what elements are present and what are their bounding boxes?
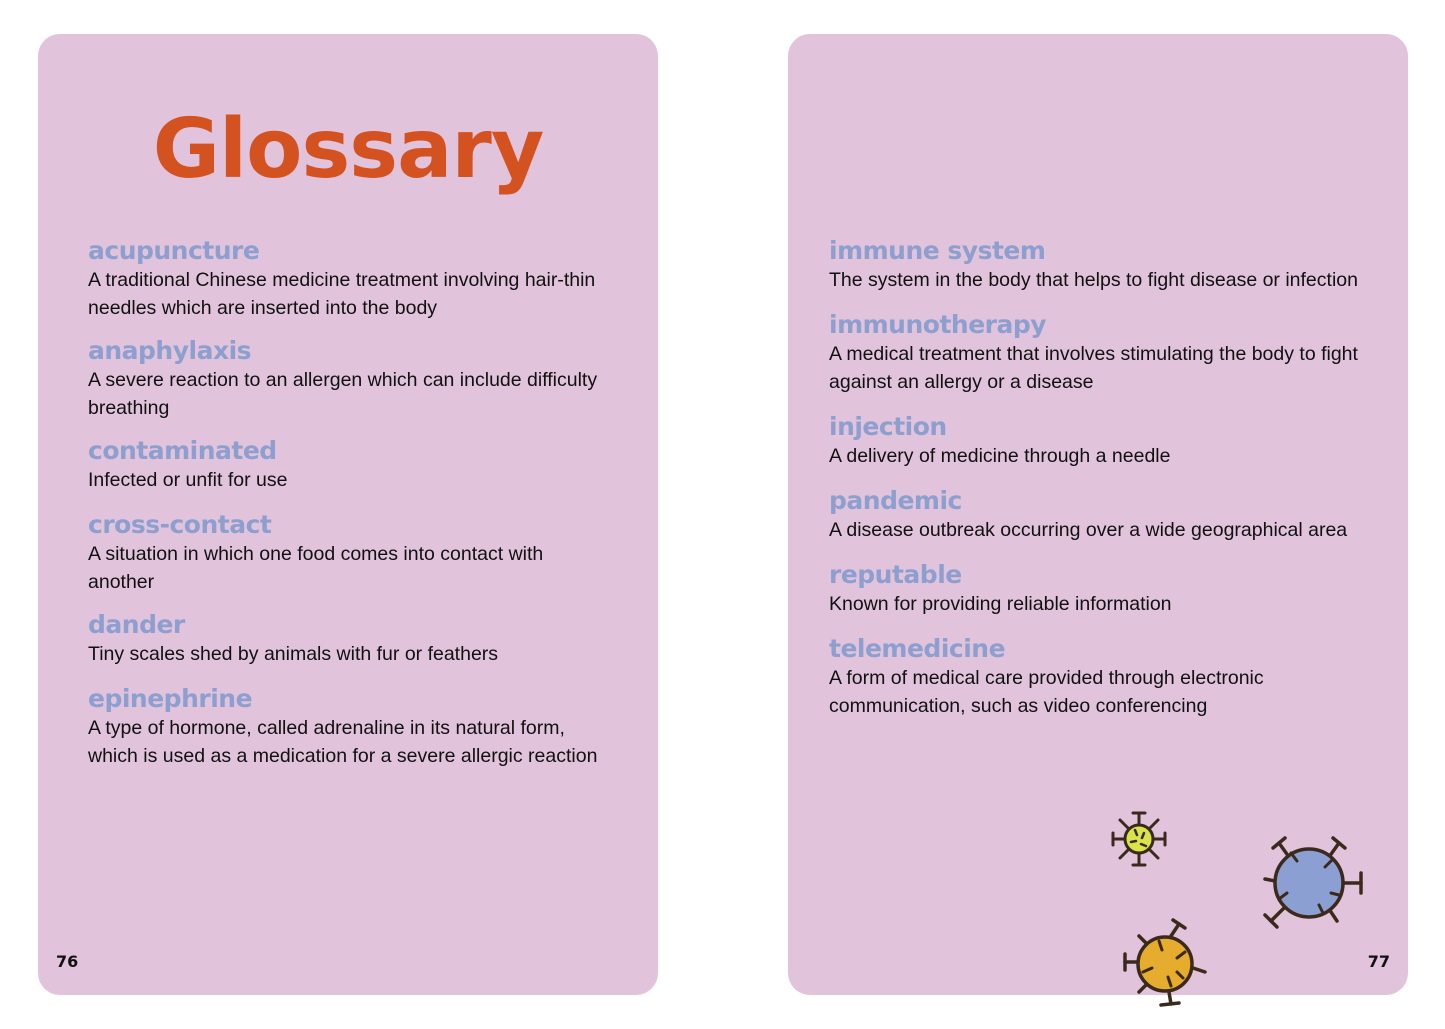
glossary-list-left xyxy=(88,236,608,770)
glossary-term: dander xyxy=(88,610,185,639)
glossary-definition: A disease outbreak occurring over a wide geographical area xyxy=(829,519,1348,541)
glossary-term: pandemic xyxy=(829,486,962,515)
glossary-term: immunotherapy xyxy=(829,310,1047,339)
glossary-term: epinephrine xyxy=(88,684,253,713)
glossary-term: telemedicine xyxy=(829,634,1006,663)
glossary-entry xyxy=(829,310,1369,396)
virus-icon xyxy=(1246,820,1372,946)
glossary-term: reputable xyxy=(829,560,962,589)
virus-icon xyxy=(1119,918,1211,1010)
glossary-definition: A situation in which one food comes into contact with another xyxy=(88,543,544,593)
glossary-definition: A form of medical care provided through electronic communication, such as video conferencing xyxy=(829,667,1264,717)
glossary-term: anaphylaxis xyxy=(88,336,252,365)
page-number: 76 xyxy=(56,952,79,971)
glossary-definition: Known for providing reliable information xyxy=(829,593,1172,615)
virus-icon xyxy=(1106,806,1172,872)
glossary-term: cross-contact xyxy=(88,510,272,539)
glossary-definition: A type of hormone, called adrenaline in its natural form, which is used as a medication for a severe allergic reaction xyxy=(88,717,598,767)
page-number: 77 xyxy=(1367,952,1390,971)
glossary-list-right xyxy=(829,236,1369,720)
glossary-entry xyxy=(88,336,608,422)
glossary-entry xyxy=(88,610,608,668)
glossary-entry xyxy=(829,560,1369,618)
glossary-definition: A severe reaction to an allergen which can include difficulty breathing xyxy=(88,369,598,419)
glossary-entry xyxy=(88,684,608,770)
glossary-entry xyxy=(88,436,608,494)
glossary-definition: The system in the body that helps to fight disease or infection xyxy=(829,269,1358,291)
page-right xyxy=(788,34,1408,995)
glossary-entry xyxy=(829,486,1369,544)
page-title: Glossary xyxy=(152,102,544,197)
glossary-entry xyxy=(829,236,1369,294)
glossary-term: immune system xyxy=(829,236,1046,265)
page-left xyxy=(38,34,658,995)
glossary-entry xyxy=(88,510,608,596)
glossary-definition: A delivery of medicine through a needle xyxy=(829,445,1171,467)
glossary-term: contaminated xyxy=(88,436,277,465)
glossary-definition: Tiny scales shed by animals with fur or feathers xyxy=(88,643,499,665)
glossary-definition: A medical treatment that involves stimulating the body to fight against an allergy or a disease xyxy=(829,343,1358,393)
glossary-definition: Infected or unfit for use xyxy=(88,469,288,491)
glossary-term: acupuncture xyxy=(88,236,260,265)
glossary-entry xyxy=(88,236,608,322)
glossary-term: injection xyxy=(829,412,947,441)
glossary-entry xyxy=(829,634,1369,720)
glossary-definition: A traditional Chinese medicine treatment involving hair-thin needles which are inserted into the body xyxy=(88,269,596,319)
glossary-entry xyxy=(829,412,1369,470)
